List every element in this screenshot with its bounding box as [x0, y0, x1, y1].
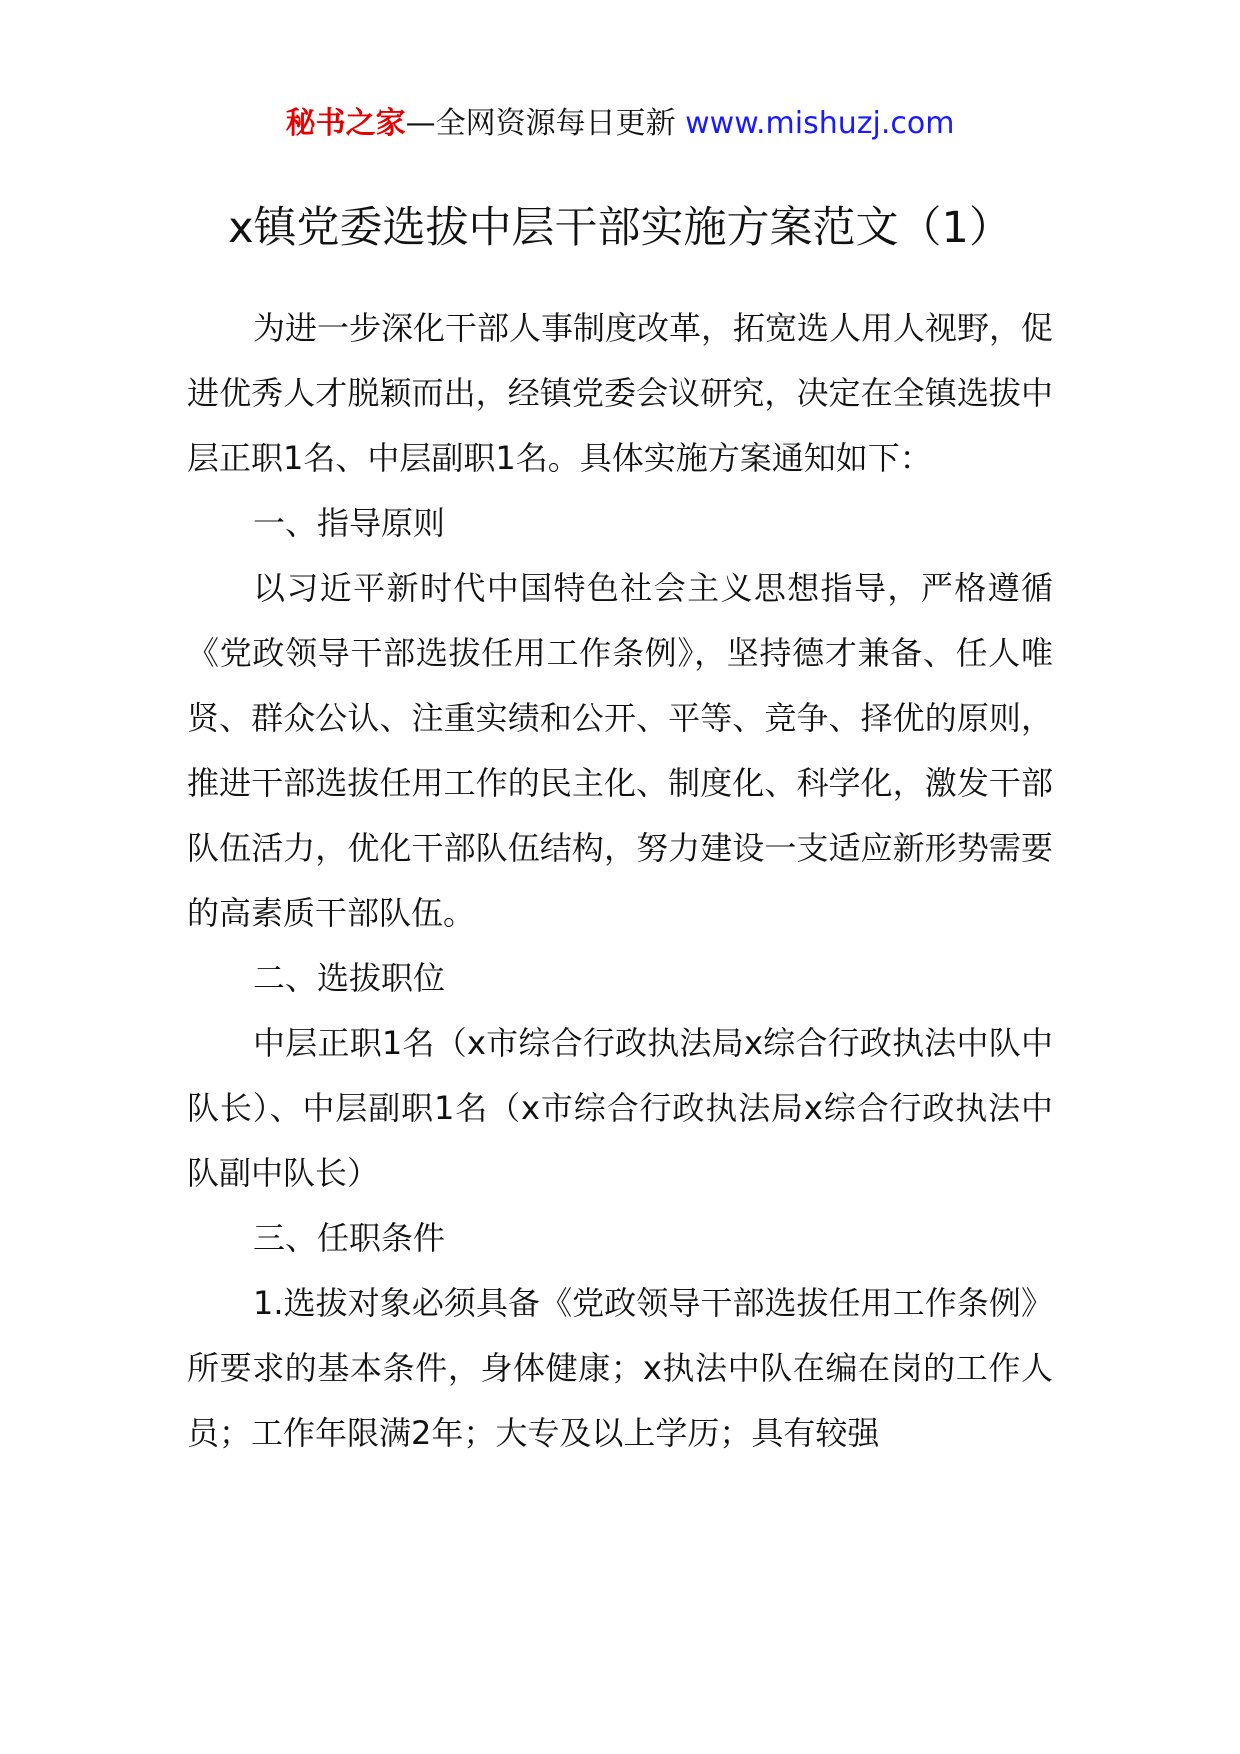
section-heading-guiding-principles: 一、指导原则 [253, 504, 446, 542]
site-url-link[interactable]: www.mishuzj.com [685, 106, 955, 141]
document-body [187, 296, 1053, 1466]
section-heading-positions: 二、选拔职位 [253, 959, 446, 997]
qualifications-paragraph: 1.选拔对象必须具备《党政领导干部选拔任用工作条例》所要求的基本条件，身体健康；x执法中队在编在岗的工作人员；工作年限满2年；大专及以上学历；具有较强 [187, 1284, 1053, 1452]
section-heading-qualifications: 三、任职条件 [253, 1219, 446, 1257]
header-tagline: —全网资源每日更新 [405, 106, 676, 141]
document-title: x镇党委选拔中层干部实施方案范文（1） [228, 203, 1012, 253]
intro-paragraph: 为进一步深化干部人事制度改革，拓宽选人用人视野，促进优秀人才脱颖而出，经镇党委会议研究，决定在全镇选拔中层正职1名、中层副职1名。具体实施方案通知如下： [187, 309, 1054, 477]
guiding-principles-paragraph: 以习近平新时代中国特色社会主义思想指导，严格遵循《党政领导干部选拔任用工作条例》，坚持德才兼备、任人唯贤、群众公认、注重实绩和公开、平等、竞争、择优的原则，推进干部选拔任用工作的民主化、制度化、科学化，激发干部队伍活力，优化干部队伍结构，努力建设一支适应新形势需要的高素质干部队伍。 [187, 569, 1053, 932]
site-header [0, 102, 1240, 146]
positions-paragraph: 中层正职1名（x市综合行政执法局x综合行政执法中队中队长）、中层副职1名（x市综合行政执法局x综合行政执法中队副中队长） [187, 1024, 1053, 1192]
brand-name: 秘书之家 [285, 106, 406, 141]
